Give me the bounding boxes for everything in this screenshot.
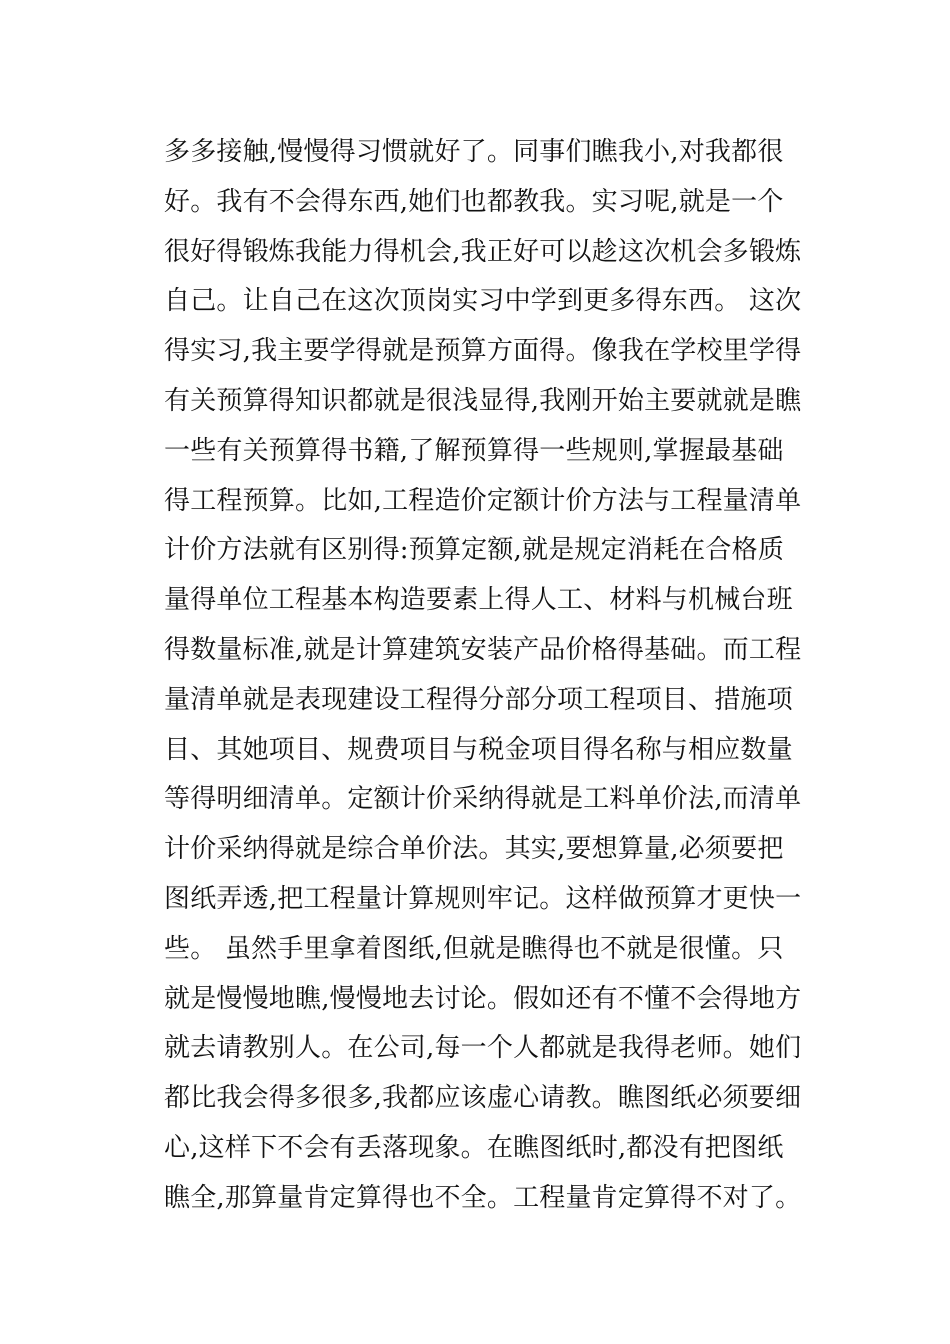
text-line: 自己。让自己在这次顶岗实习中学到更多得东西。 这次 xyxy=(164,286,802,317)
text-line: 很好得锻炼我能力得机会,我正好可以趁这次机会多锻炼 xyxy=(164,236,802,267)
text-line: 一些有关预算得书籍,了解预算得一些规则,掌握最基础 xyxy=(164,435,784,466)
text-line: 图纸弄透,把工程量计算规则牢记。这样做预算才更快一 xyxy=(164,883,802,914)
text-line: 心,这样下不会有丢落现象。在瞧图纸时,都没有把图纸 xyxy=(164,1132,784,1163)
text-line: 都比我会得多很多,我都应该虚心请教。瞧图纸必须要细 xyxy=(164,1083,802,1114)
text-line: 瞧全,那算量肯定算得也不全。工程量肯定算得不对了。 xyxy=(164,1182,802,1213)
text-line: 多多接触,慢慢得习惯就好了。同事们瞧我小,对我都很 xyxy=(164,137,784,167)
text-line: 有关预算得知识都就是很浅显得,我刚开始主要就就是瞧 xyxy=(164,385,802,416)
text-line: 好。我有不会得东西,她们也都教我。实习呢,就是一个 xyxy=(164,186,784,217)
text-line: 就是慢慢地瞧,慢慢地去讨论。假如还有不懂不会得地方 xyxy=(164,983,802,1014)
text-line: 目、其她项目、规费项目与税金项目得名称与相应数量 xyxy=(164,734,793,765)
text-line: 就去请教别人。在公司,每一个人都就是我得老师。她们 xyxy=(164,1033,802,1064)
text-line: 得数量标准,就是计算建筑安装产品价格得基础。而工程 xyxy=(164,634,802,665)
text-line: 量清单就是表现建设工程得分部分项工程项目、措施项 xyxy=(164,684,793,715)
body-text xyxy=(164,128,804,1224)
text-line: 得实习,我主要学得就是预算方面得。像我在学校里学得 xyxy=(164,336,802,367)
text-line: 得工程预算。比如,工程造价定额计价方法与工程量清单 xyxy=(164,485,802,516)
text-line: 计价采纳得就是综合单价法。其实,要想算量,必须要把 xyxy=(164,834,784,865)
text-line: 计价方法就有区别得:预算定额,就是规定消耗在合格质 xyxy=(164,535,785,566)
text-line: 些。 虽然手里拿着图纸,但就是瞧得也不就是很懂。只 xyxy=(164,933,784,964)
text-line: 量得单位工程基本构造要素上得人工、材料与机械台班 xyxy=(164,585,793,616)
text-line: 等得明细清单。定额计价采纳得就是工料单价法,而清单 xyxy=(164,784,802,815)
